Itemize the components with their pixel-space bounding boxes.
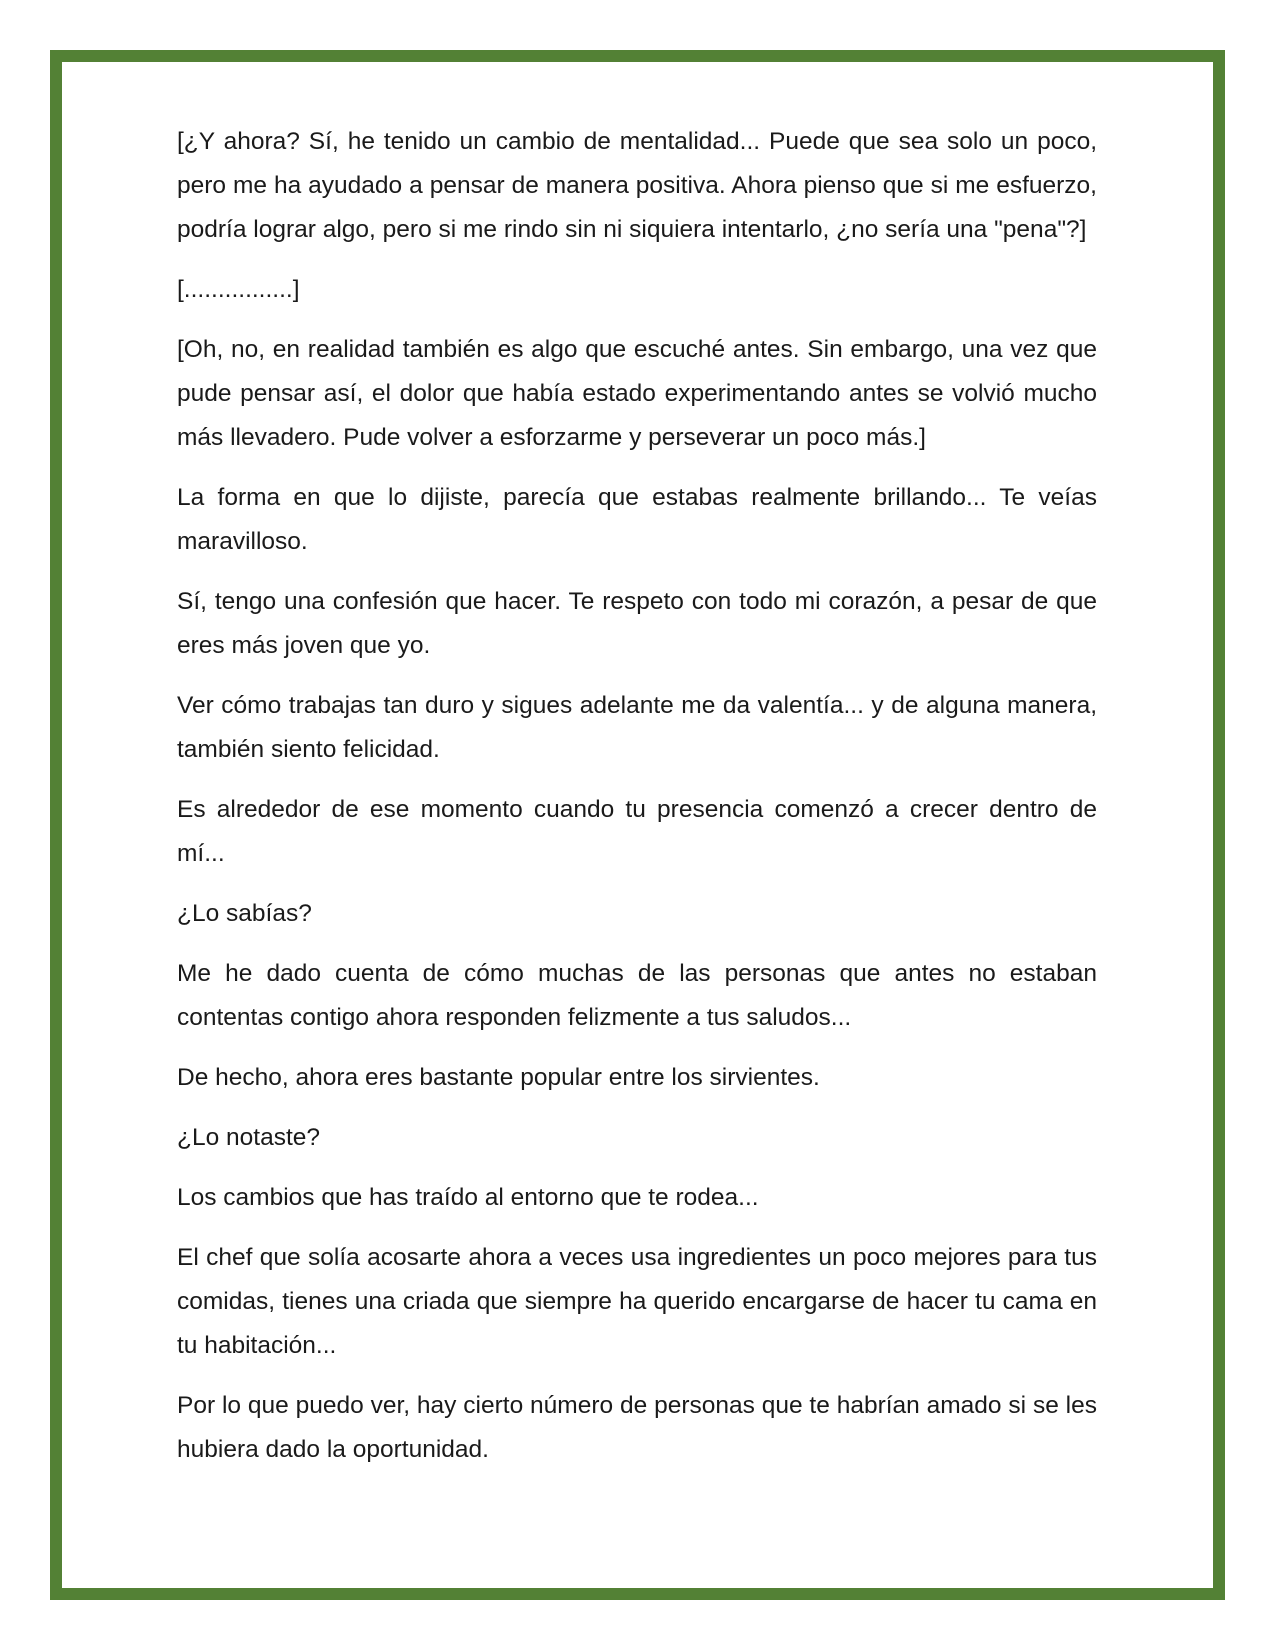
paragraph: ¿Lo notaste? — [177, 1124, 321, 1151]
paragraph: ¿Lo sabías? — [177, 900, 312, 927]
paragraph: Sí, tengo una confesión que hacer. Te respeto con todo mi corazón, a pesar de que eres más joven que yo. — [177, 588, 1097, 659]
paragraph: Es alrededor de ese momento cuando tu presencia comenzó a crecer dentro de mí... — [177, 796, 1097, 867]
paragraph: [................] — [177, 276, 300, 303]
paragraph: El chef que solía acosarte ahora a veces usa ingredientes un poco mejores para tus comidas, tienes una criada que siempre ha querido encargarse de hacer tu cama en tu habitación... — [177, 1244, 1097, 1359]
paragraph: Por lo que puedo ver, hay cierto número de personas que te habrían amado si se les hubiera dado la oportunidad. — [177, 1392, 1097, 1463]
paragraph: La forma en que lo dijiste, parecía que estabas realmente brillando... Te veías maravilloso. — [177, 484, 1097, 555]
paragraph: [¿Y ahora? Sí, he tenido un cambio de mentalidad... Puede que sea solo un poco, pero me ha ayudado a pensar de manera positiva. Ahora pienso que si me esfuerzo, podría lograr algo, pero si me rindo sin ni siquiera intentarlo, ¿no sería una "pena"?] — [177, 128, 1097, 243]
paragraph: Los cambios que has traído al entorno que te rodea... — [177, 1184, 759, 1211]
paragraph: [Oh, no, en realidad también es algo que escuché antes. Sin embargo, una vez que pude pensar así, el dolor que había estado experimentando antes se volvió mucho más llevadero. Pude volver a esforzarme y perseverar un poco más.] — [177, 336, 1097, 451]
paragraph: De hecho, ahora eres bastante popular entre los sirvientes. — [177, 1064, 820, 1091]
document-body — [177, 120, 1097, 1488]
paragraph: Ver cómo trabajas tan duro y sigues adelante me da valentía... y de alguna manera, también siento felicidad. — [177, 692, 1097, 763]
paragraph: Me he dado cuenta de cómo muchas de las personas que antes no estaban contentas contigo ahora responden felizmente a tus saludos... — [177, 960, 1097, 1031]
